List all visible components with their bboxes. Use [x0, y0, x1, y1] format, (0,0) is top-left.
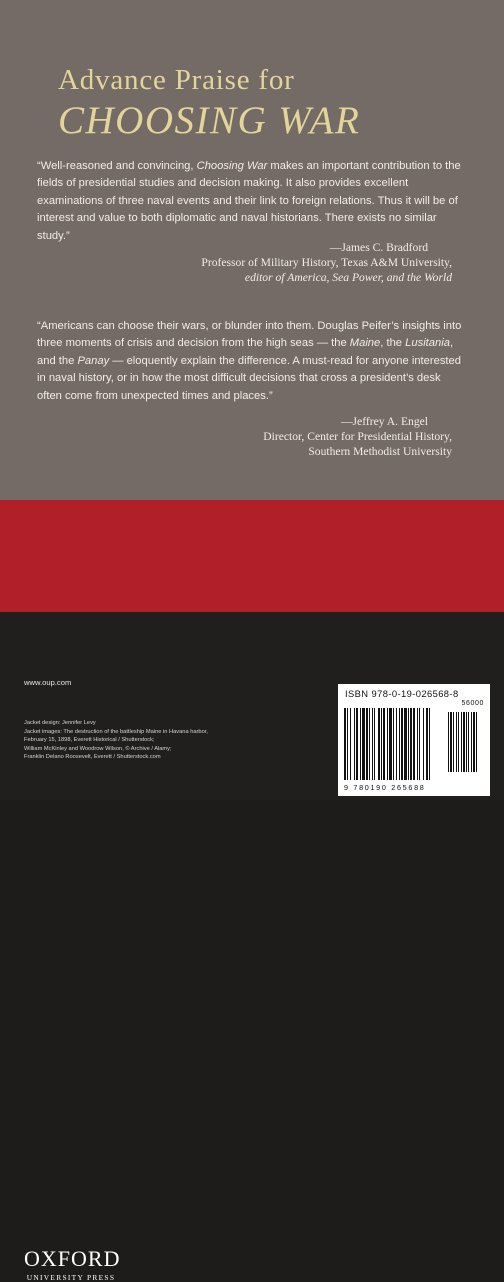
attribution-2-title: Director, Center for Presidential History,: [263, 430, 452, 444]
barcode-label: [338, 684, 490, 796]
quote-2-ship-lusitania: Lusitania: [405, 337, 450, 350]
quote-1-text-b: makes an important contribution to the fields of presidential studies and decision making. It also provides excellent examinations of three naval events and their link to foreign relations. Thus it will be of interest and value to both diplomatic and naval historians. There exists no similar study.”: [37, 160, 461, 242]
red-band: [0, 500, 504, 612]
price-addon-code: 56000: [461, 700, 484, 707]
publisher-name: OXFORD: [24, 1246, 121, 1271]
credit-line: February 15, 1898, Everett Historical / Shutterstock;: [24, 737, 155, 744]
attribution-1-title: Professor of Military History, Texas A&M University,: [201, 256, 452, 270]
credit-line: Franklin Delano Roosevelt, Everett / Shutterstock.com: [24, 754, 161, 761]
heading-advance-praise: Advance Praise for: [58, 64, 295, 96]
credit-line: William McKinley and Woodrow Wilson, © Archive / Alamy;: [24, 745, 172, 752]
credit-line: Jacket images: The destruction of the battleship Maine in Havana harbor,: [24, 728, 208, 735]
publisher-logo: [24, 1246, 121, 1282]
praise-panel: [0, 0, 504, 500]
quote-1-text-a: “Well-reasoned and convincing,: [37, 160, 197, 172]
jacket-credits: [24, 719, 294, 762]
publisher-website: www.oup.com: [24, 678, 72, 687]
heading-book-title: CHOOSING WAR: [58, 99, 361, 142]
quote-1-book-title: Choosing War: [196, 160, 268, 172]
quote-2-text-d: — eloquently explain the difference. A must-read for anyone interested in naval history, or in how the most difficult decisions that cross a president’s desk often come from unexpected times and places.”: [37, 354, 461, 402]
attribution-1-extra-pre: editor of: [244, 271, 288, 285]
attribution-1-name: —James C. Bradford: [329, 241, 428, 254]
quote-2-text-c: , and the: [37, 337, 454, 367]
attribution-1-book: America, Sea Power, and the World: [287, 271, 452, 285]
praise-attribution-1: [201, 240, 452, 286]
barcode-digits: 9 780190 265688: [344, 783, 426, 792]
praise-quote-2: [37, 318, 465, 405]
quote-2-text-b: , the: [380, 337, 406, 350]
attribution-1-extra: [201, 270, 452, 285]
quote-2-ship-panay: Panay: [77, 354, 110, 367]
praise-attribution-2: [263, 414, 452, 460]
barcode-bars: [344, 708, 484, 782]
attribution-2-name: —Jeffrey A. Engel: [340, 415, 428, 428]
attribution-2-affiliation: Southern Methodist University: [308, 445, 452, 459]
quote-2-ship-maine: Maine: [349, 337, 381, 350]
credit-line: Jacket design: Jennifer Levy: [24, 720, 96, 726]
praise-quote-1: [37, 158, 465, 245]
isbn-number: ISBN 978-0-19-026568-8: [345, 688, 459, 699]
publisher-subtitle: UNIVERSITY PRESS: [26, 1273, 116, 1282]
quote-2-text-a: “Americans can choose their wars, or blunder into them. Douglas Peifer’s insights into three moments of crisis and decision from the high seas — the: [37, 320, 462, 350]
